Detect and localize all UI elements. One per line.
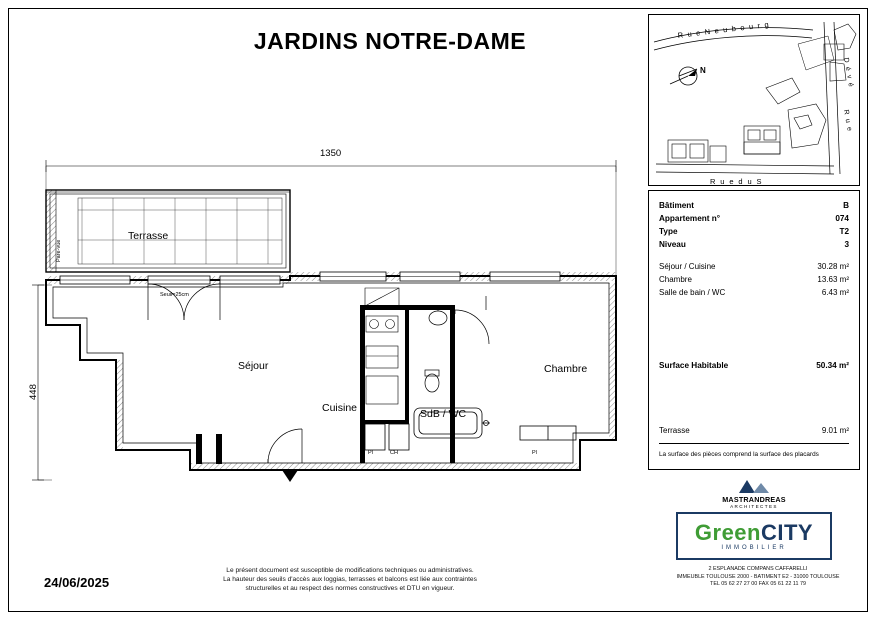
locator-map-container [648, 14, 860, 186]
area-value-sejour-cuisine: 30.28 m² [817, 262, 849, 271]
room-label-cuisine: Cuisine [322, 402, 358, 414]
info-value-niveau: 3 [844, 240, 849, 249]
document-date: 24/06/2025 [44, 575, 110, 590]
developer-name [694, 519, 814, 545]
developer-address [660, 566, 856, 589]
surface-habitable-row [659, 359, 849, 372]
plan-svg [20, 120, 640, 520]
surface-habitable-value: 50.34 m² [816, 361, 849, 370]
svg-text:R u e: R u e [842, 109, 853, 133]
info-row-niveau [659, 238, 849, 251]
locator-map [648, 14, 860, 186]
architect-mark-icon [737, 478, 771, 494]
room-label-sdb-wc: SdB / WC [420, 408, 467, 420]
legal-notice [140, 566, 560, 593]
info-value-type: T2 [839, 227, 849, 236]
room-label-sejour: Séjour [238, 360, 269, 372]
info-label-type: Type [659, 227, 678, 236]
dimension-top-label: 1350 [320, 148, 342, 159]
info-value-batiment: B [843, 201, 849, 210]
legal-line-2: La hauteur des seuils d'accès aux loggias, terrasses et balcons est liée aux contraintes [223, 576, 477, 583]
architect-subtitle: ARCHITECTES [730, 504, 778, 509]
floor-plan-drawing [20, 120, 640, 520]
page-title: JARDINS NOTRE-DAME [253, 28, 527, 54]
info-row-type [659, 225, 849, 238]
legal-line-3: structurelles et au respect des normes constructives et DTU en vigueur. [245, 585, 455, 592]
info-row-appartement [659, 212, 849, 225]
locator-map-drawing [648, 14, 860, 186]
area-row-chambre [659, 273, 849, 286]
apartment-info-panel [648, 190, 860, 470]
info-divider [659, 443, 849, 444]
terrasse-label: Terrasse [659, 426, 690, 435]
area-label-sejour-cuisine: Séjour / Cuisine [659, 262, 716, 271]
annotation-pl-2: Pl [532, 450, 537, 456]
area-label-chambre: Chambre [659, 275, 692, 284]
developer-address-line-2: IMMEUBLE TOULOUSE 2000 - BATIMENT E2 - 31000 TOULOUSE [676, 573, 840, 580]
svg-text:R u e d u S: R u e d u S [710, 177, 763, 186]
annotation-pare-vue: Pare-vue [56, 239, 62, 262]
surface-habitable-label: Surface Habitable [659, 361, 729, 370]
developer-logo [676, 512, 832, 560]
dimension-left-label: 448 [28, 384, 39, 400]
developer-name-part1: Green [694, 519, 761, 545]
info-value-appartement: 074 [835, 214, 849, 223]
area-value-chambre: 13.63 m² [817, 275, 849, 284]
entrance-marker-icon [282, 470, 298, 482]
terrasse-row [659, 424, 849, 437]
room-label-terrasse: Terrasse [128, 230, 169, 242]
area-row-sdb-wc [659, 286, 849, 299]
info-row-batiment [659, 199, 849, 212]
svg-text:D é v é: D é v é [842, 57, 855, 89]
annotation-pl: Pl [368, 450, 373, 456]
svg-text:R u e N e u b o u r g: R u e N e u b o u r g [677, 19, 771, 40]
terrasse-value: 9.01 m² [821, 426, 849, 435]
developer-subtitle: IMMOBILIER [721, 544, 787, 551]
info-label-appartement: Appartement n° [659, 214, 721, 223]
developer-name-part2: CITY [760, 519, 814, 545]
room-label-chambre: Chambre [544, 363, 588, 375]
architect-logo [700, 478, 808, 509]
svg-text:N: N [700, 66, 706, 75]
info-label-niveau: Niveau [659, 240, 686, 249]
annotation-seuil: Seuil=25cm [160, 292, 189, 298]
placard-note: La surface des pièces comprend la surface des placards [659, 451, 819, 458]
area-value-sdb-wc: 6.43 m² [821, 288, 849, 297]
area-row-sejour-cuisine [659, 260, 849, 273]
annotation-ch: CH [390, 450, 398, 456]
developer-address-line-3: TEL 05 62 27 27 00 FAX 05 61 22 11 79 [710, 581, 806, 588]
info-label-batiment: Bâtiment [659, 201, 695, 210]
legal-line-1: Le présent document est susceptible de modifications techniques ou administratives. [226, 567, 474, 574]
developer-address-line-1: 2 ESPLANADE COMPANS CAFFARELLI [708, 566, 808, 572]
area-label-sdb-wc: Salle de bain / WC [659, 288, 726, 297]
architect-name: MASTRANDREAS [722, 495, 786, 504]
